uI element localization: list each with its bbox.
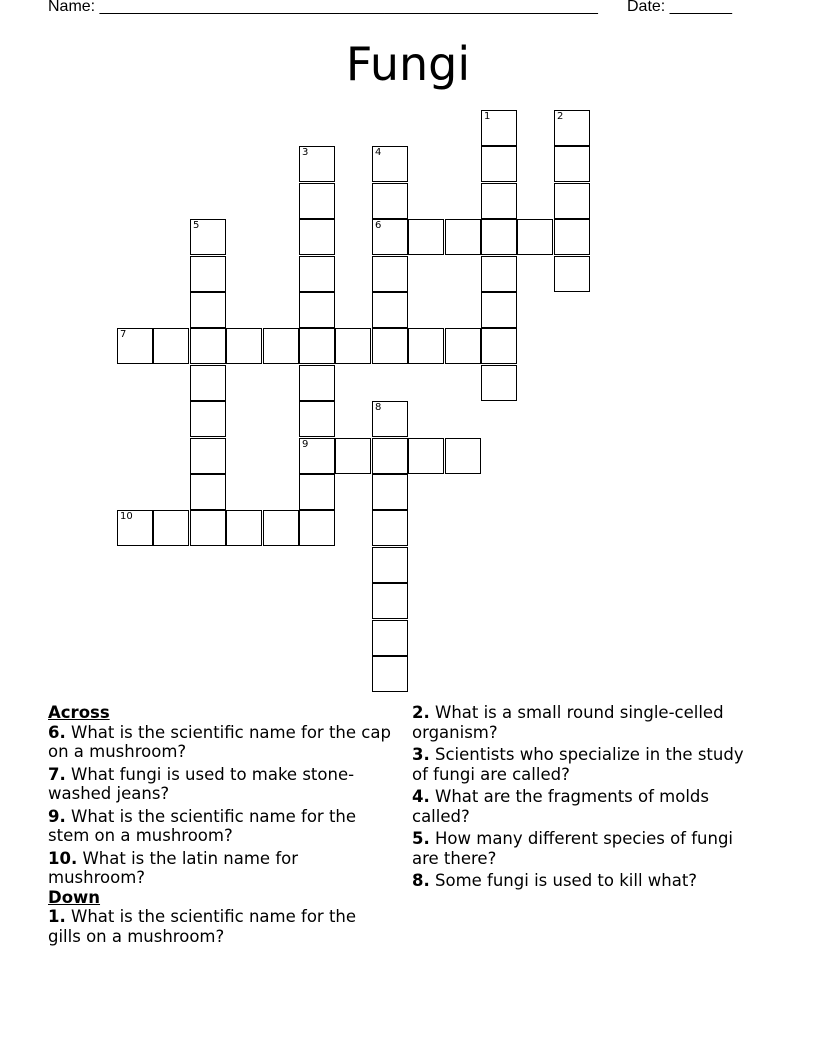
crossword-cell[interactable]	[554, 110, 590, 146]
crossword-cell[interactable]	[190, 510, 226, 546]
clue-number: 1.	[48, 907, 66, 926]
crossword-cell[interactable]	[263, 328, 299, 364]
clue-text: What is the scientific name for the cap on a mushroom?	[48, 722, 391, 761]
crossword-cell[interactable]	[299, 510, 335, 546]
clue-text: Scientists who specialize in the study of fungi are called?	[412, 745, 744, 784]
crossword-cell[interactable]	[335, 328, 371, 364]
crossword-cell[interactable]	[408, 438, 444, 474]
clue-number-label: 3	[302, 147, 309, 158]
crossword-cell[interactable]	[190, 256, 226, 292]
worksheet-header	[0, 0, 816, 20]
clue-number: 7.	[48, 764, 66, 784]
crossword-cell[interactable]	[263, 510, 299, 546]
clue-number-label: 6	[375, 220, 382, 231]
crossword-cell[interactable]	[190, 401, 226, 437]
crossword-cell[interactable]	[299, 219, 335, 255]
crossword-cell[interactable]	[190, 292, 226, 328]
clue-number: 4.	[412, 787, 430, 806]
clue-text: What is the scientific name for the stem on a mushroom?	[48, 806, 357, 845]
crossword-cell[interactable]	[299, 328, 335, 364]
clue-down-3	[412, 745, 762, 784]
clue-number: 3.	[412, 745, 430, 764]
crossword-cell[interactable]	[372, 219, 408, 255]
crossword-cell[interactable]	[299, 401, 335, 437]
crossword-cell[interactable]	[372, 583, 408, 619]
crossword-cell[interactable]	[445, 438, 481, 474]
crossword-cell[interactable]	[299, 292, 335, 328]
date-field-label: Date: _______	[627, 0, 732, 15]
clue-text: What is a small round single-celled organism?	[412, 703, 724, 742]
clue-number: 2.	[412, 703, 430, 722]
clue-text: How many different species of fungi are there?	[412, 829, 734, 868]
clue-down-1	[48, 907, 394, 946]
crossword-cell[interactable]	[372, 547, 408, 583]
clues-left-column	[48, 703, 394, 949]
crossword-cell[interactable]	[372, 510, 408, 546]
clue-across-10	[48, 849, 394, 888]
crossword-cell[interactable]	[408, 328, 444, 364]
clue-down-5	[412, 829, 762, 868]
crossword-cell[interactable]	[153, 510, 189, 546]
crossword-cell[interactable]	[372, 292, 408, 328]
crossword-cell[interactable]	[408, 219, 444, 255]
crossword-cell[interactable]	[481, 292, 517, 328]
crossword-cell[interactable]	[554, 183, 590, 219]
down-heading: Down	[48, 887, 101, 907]
clue-number-label: 2	[557, 111, 564, 122]
crossword-cell[interactable]	[299, 365, 335, 401]
clue-down-8	[412, 871, 762, 891]
clue-text: What is the scientific name for the gills on a mushroom?	[48, 907, 357, 946]
crossword-cell[interactable]	[445, 328, 481, 364]
clue-number-label: 5	[193, 220, 200, 231]
page-title: Fungi	[345, 37, 471, 91]
crossword-cell[interactable]	[117, 510, 153, 546]
crossword-cell[interactable]	[372, 656, 408, 692]
crossword-cell[interactable]	[117, 328, 153, 364]
crossword-cell[interactable]	[226, 328, 262, 364]
clue-across-6	[48, 723, 394, 762]
clue-number: 5.	[412, 829, 430, 848]
crossword-cell[interactable]	[299, 146, 335, 182]
crossword-cell[interactable]	[554, 256, 590, 292]
clue-across-7	[48, 765, 394, 804]
crossword-cell[interactable]	[153, 328, 189, 364]
crossword-cell[interactable]	[481, 146, 517, 182]
clue-number-label: 1	[484, 111, 491, 122]
crossword-cell[interactable]	[445, 219, 481, 255]
crossword-cell[interactable]	[481, 219, 517, 255]
clue-number-label: 7	[120, 329, 127, 340]
clues-right-column	[412, 703, 762, 894]
crossword-cell[interactable]	[372, 474, 408, 510]
crossword-cell[interactable]	[481, 256, 517, 292]
clue-across-9	[48, 807, 394, 846]
crossword-cell[interactable]	[190, 438, 226, 474]
crossword-cell[interactable]	[299, 438, 335, 474]
crossword-cell[interactable]	[372, 328, 408, 364]
clue-text: Some fungi is used to kill what?	[435, 871, 698, 890]
clue-number: 6.	[48, 722, 66, 742]
crossword-cell[interactable]	[299, 474, 335, 510]
crossword-cell[interactable]	[372, 620, 408, 656]
crossword-cell[interactable]	[372, 438, 408, 474]
crossword-cell[interactable]	[372, 401, 408, 437]
crossword-cell[interactable]	[299, 256, 335, 292]
crossword-cell[interactable]	[517, 219, 553, 255]
crossword-cell[interactable]	[190, 365, 226, 401]
crossword-cell[interactable]	[554, 219, 590, 255]
crossword-cell[interactable]	[372, 183, 408, 219]
crossword-cell[interactable]	[481, 183, 517, 219]
clue-text: What fungi is used to make stone-washed jeans?	[48, 764, 355, 803]
crossword-cell[interactable]	[190, 474, 226, 510]
crossword-cell[interactable]	[372, 256, 408, 292]
clue-down-4	[412, 787, 762, 826]
clue-number: 8.	[412, 871, 430, 890]
clue-number: 9.	[48, 806, 66, 826]
clue-text: What is the latin name for mushroom?	[48, 848, 299, 887]
clue-down-2	[412, 703, 762, 742]
name-field-label: Name: ________________________________________________________	[48, 0, 598, 15]
across-heading: Across	[48, 703, 110, 722]
crossword-cell[interactable]	[481, 328, 517, 364]
crossword-cell[interactable]	[554, 146, 590, 182]
crossword-cell[interactable]	[226, 510, 262, 546]
crossword-cell[interactable]	[481, 110, 517, 146]
crossword-cell[interactable]	[299, 183, 335, 219]
clue-number-label: 9	[302, 439, 309, 450]
clue-number-label: 10	[120, 511, 133, 522]
clue-number: 10.	[48, 848, 78, 868]
crossword-cell[interactable]	[481, 365, 517, 401]
clue-number-label: 8	[375, 402, 382, 413]
crossword-cell[interactable]	[190, 219, 226, 255]
crossword-cell[interactable]	[335, 438, 371, 474]
clue-text: What are the fragments of molds called?	[412, 787, 709, 826]
crossword-cell[interactable]	[190, 328, 226, 364]
crossword-cell[interactable]	[372, 146, 408, 182]
clue-number-label: 4	[375, 147, 382, 158]
